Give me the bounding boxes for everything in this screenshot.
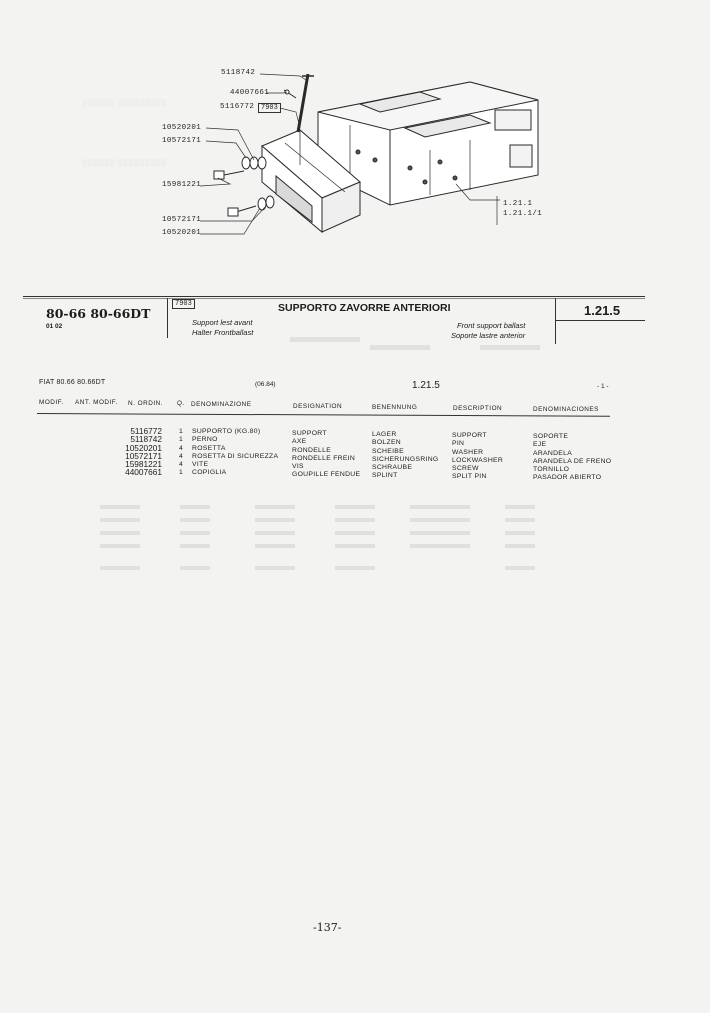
title-english: Front support ballast (457, 321, 526, 330)
description-it: ROSETTA DI SICUREZZA (192, 452, 279, 460)
quantity: 4 (179, 452, 184, 460)
description-fr: RONDELLE (292, 446, 332, 454)
column-header: Q. (177, 400, 185, 407)
description-it: VITE (192, 461, 209, 469)
callout-label: 44007661 (230, 89, 270, 97)
description-es: SOPORTE (533, 433, 569, 440)
callout-label: 1.21.1 (503, 200, 533, 208)
diagram-ref-box: 7903 (258, 103, 281, 113)
quantity: 1 (179, 436, 184, 444)
model-code: 80-66 80-66DT (46, 306, 151, 321)
description-en: LOCKWASHER (452, 456, 504, 464)
description-fr: GOUPILLE FENDUE (292, 471, 361, 479)
part-number: 5116772 (130, 426, 162, 436)
page-number: -137- (313, 921, 342, 934)
description-en: SUPPORT (452, 432, 487, 439)
part-number-column (100, 427, 162, 477)
list-page-mark: - 1 - (597, 383, 609, 390)
description-fr: VIS (292, 463, 304, 471)
callout-label: 5116772 (220, 103, 255, 111)
callout-label: 15981221 (162, 181, 202, 189)
description-fr: SUPPORT (292, 430, 327, 437)
description-it: PERNO (192, 436, 218, 444)
part-number: 5118742 (130, 434, 162, 445)
english-description-column (452, 432, 503, 482)
description-it: ROSETTA (192, 444, 226, 452)
description-es: TORNILLO (533, 466, 570, 474)
title-spanish: Soporte lastre anterior (451, 331, 526, 340)
group-number: 1.21.5 (584, 303, 621, 318)
part-number: 44007661 (125, 467, 162, 478)
page-title: SUPPORTO ZAVORRE ANTERIORI (278, 302, 451, 314)
quantity: 4 (179, 444, 184, 452)
german-description-column (372, 431, 439, 481)
callout-label: 1.21.1/1 (503, 210, 543, 218)
list-model: FIAT 80.66 80.66DT (39, 379, 106, 386)
description-en: SPLIT PIN (452, 473, 487, 481)
column-header: DESCRIPTION (453, 405, 503, 412)
description-en: PIN (452, 440, 465, 448)
column-header: MODIF. (39, 399, 64, 406)
column-header: BENENNUNG (372, 404, 418, 411)
bleed-through-text: ░░░░░░ ░░░░░░░░░ (82, 100, 167, 107)
column-header: N. ORDIN. (128, 400, 164, 407)
header-bottom-rule (23, 298, 645, 299)
callout-label: 10572171 (162, 137, 202, 145)
description-es: ARANDELA DE FRENO (533, 457, 612, 465)
callout-label: 10520201 (162, 124, 202, 132)
description-it: COPIGLIA (192, 469, 227, 477)
italian-description-column (192, 428, 278, 478)
spanish-description-column (533, 433, 611, 483)
description-it: SUPPORTO (KG.80) (192, 428, 261, 435)
part-number: 10572171 (125, 450, 162, 461)
list-date: (06.84) (255, 381, 276, 388)
list-group: 1.21.5 (412, 380, 440, 391)
description-fr: RONDELLE FREIN (292, 454, 356, 462)
description-es: PASADOR ABIERTO (533, 474, 602, 482)
column-header: DENOMINAZIONE (191, 401, 252, 408)
description-en: SCREW (452, 465, 479, 473)
quantity: 1 (179, 428, 184, 435)
description-de: BOLZEN (372, 439, 401, 447)
header-top-rule (23, 296, 645, 297)
header-divider (167, 298, 168, 338)
description-de: SPLINT (372, 472, 398, 480)
description-es: EJE (533, 441, 547, 449)
description-de: SCHEIBE (372, 447, 404, 455)
description-de: SICHERUNGSRING (372, 455, 439, 463)
column-header: DENOMINACIONES (533, 406, 599, 413)
group-box-line (555, 320, 645, 321)
french-description-column (292, 430, 360, 480)
quantity: 4 (179, 461, 184, 469)
part-number: 15981221 (125, 459, 162, 470)
parts-diagram (0, 0, 710, 300)
quantity: 1 (179, 469, 184, 477)
column-header: DESIGNATION (293, 403, 343, 410)
callout-label: 10520201 (162, 229, 202, 237)
header-ref-box: 7903 (172, 299, 195, 309)
description-es: ARANDELA (533, 449, 573, 457)
part-number: 10520201 (125, 442, 162, 453)
quantity-column (179, 428, 183, 478)
bleed-through-text: ░░░░░░ ░░░░░░░░░ (82, 160, 167, 167)
description-en: WASHER (452, 448, 484, 456)
description-fr: AXE (292, 438, 307, 446)
callout-label: 10572171 (162, 216, 202, 224)
edition-code: 01 02 (46, 323, 63, 330)
callout-label: 5118742 (221, 69, 256, 77)
description-de: LAGER (372, 431, 397, 438)
title-french: Support lest avant (192, 318, 253, 327)
title-german: Halter Frontballast (192, 328, 254, 337)
group-box-left (555, 298, 556, 344)
column-header: ANT. MODIF. (75, 399, 118, 406)
description-de: SCHRAUBE (372, 464, 413, 472)
